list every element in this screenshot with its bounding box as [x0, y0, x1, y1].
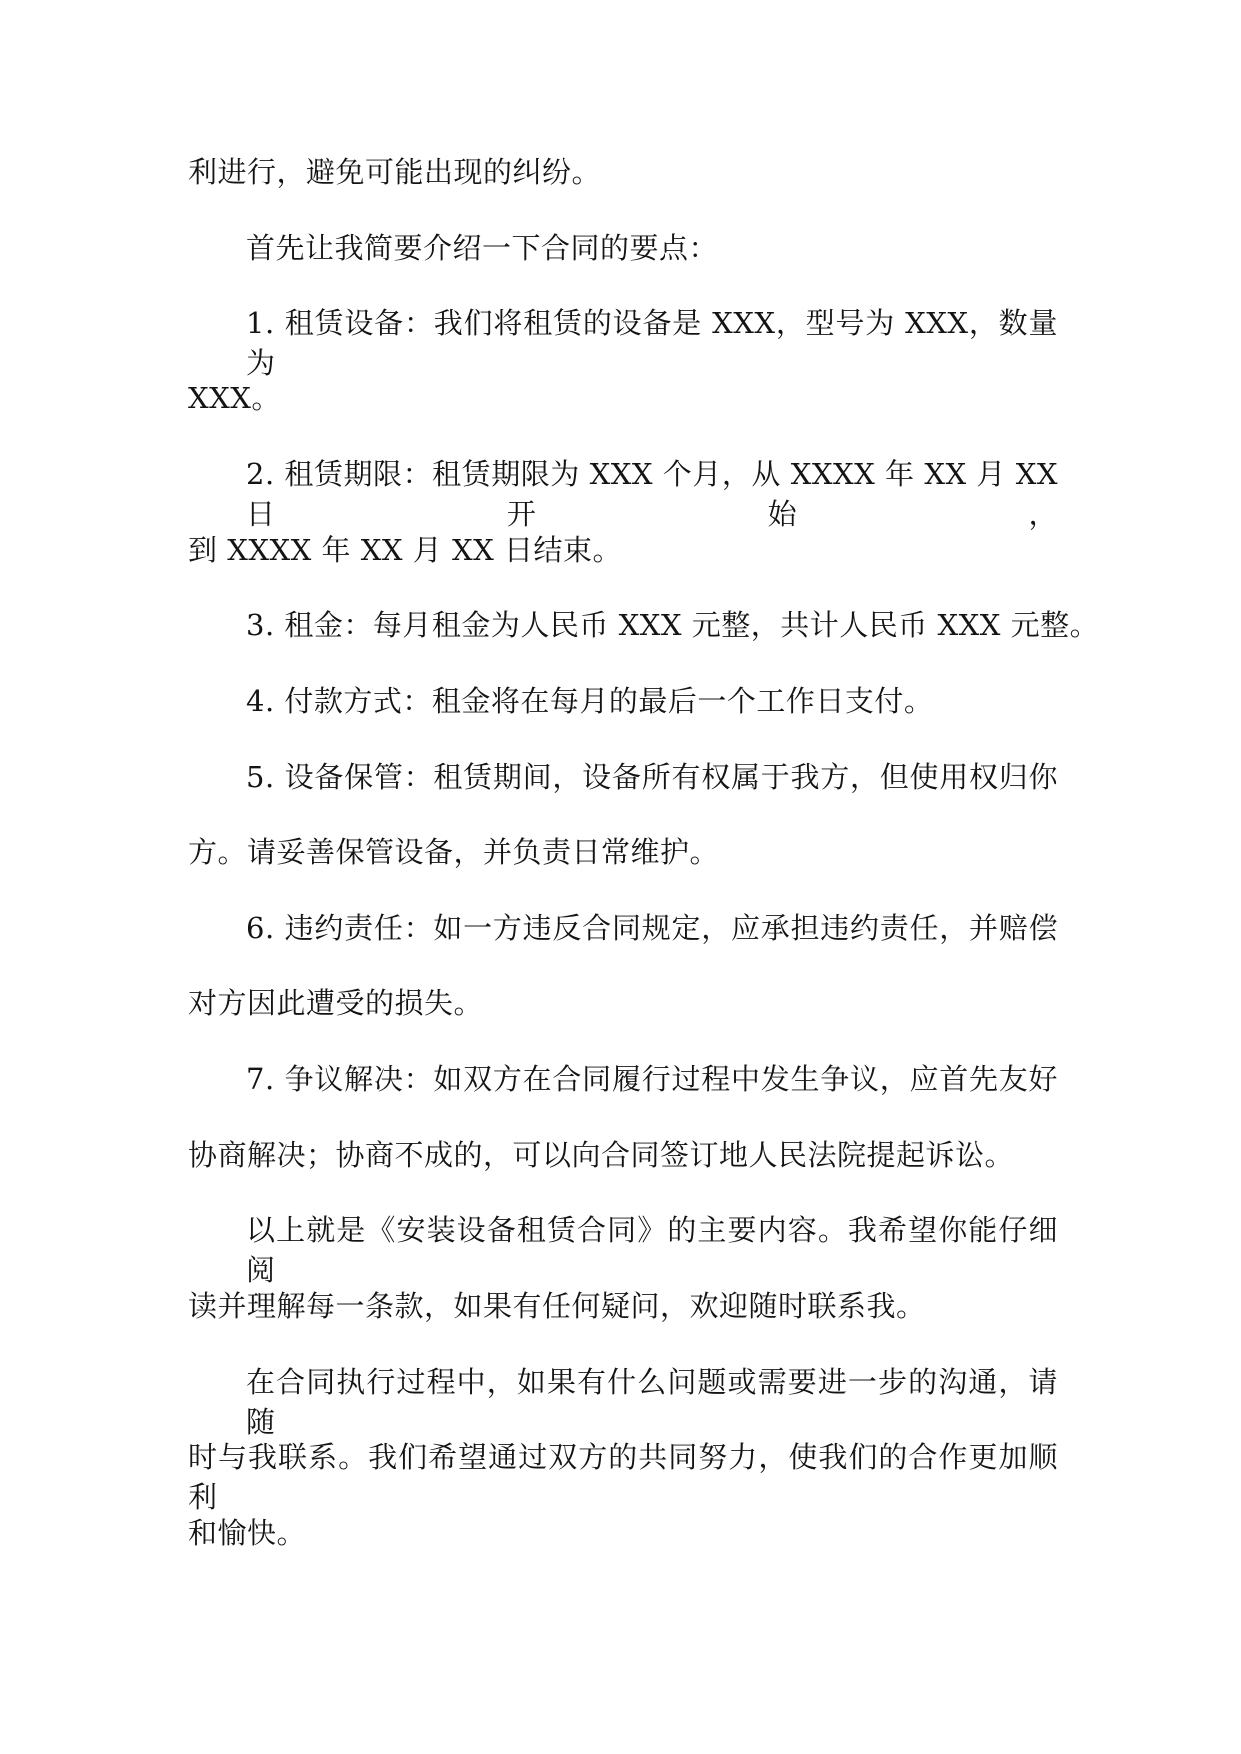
text-line: 利进行，避免可能出现的纠纷。 — [188, 155, 602, 189]
list-item-5: 5. 设备保管：租赁期间，设备所有权属于我方，但使用权归你 — [246, 760, 1058, 794]
text-line: 协商解决；协商不成的，可以向合同签订地人民法院提起诉讼。 — [188, 1138, 1015, 1172]
paragraph-line: 在合同执行过程中，如果有什么问题或需要进一步的沟通，请随 — [246, 1365, 1058, 1439]
text-line: 首先让我简要介绍一下合同的要点： — [246, 231, 719, 265]
text-line: 和愉快。 — [188, 1516, 307, 1550]
list-item-1: 1. 租赁设备：我们将租赁的设备是 XXX，型号为 XXX，数量为 — [246, 306, 1058, 380]
list-item-2: 2. 租赁期限：租赁期限为 XXX 个月，从 XXXX 年 XX 月 XX 日开始， — [246, 457, 1058, 531]
list-item-7: 7. 争议解决：如双方在合同履行过程中发生争议，应首先友好 — [246, 1062, 1058, 1096]
text-line: 对方因此遭受的损失。 — [188, 986, 484, 1020]
text-line: 方。请妥善保管设备，并负责日常维护。 — [188, 835, 720, 869]
list-item-4: 4. 付款方式：租金将在每月的最后一个工作日支付。 — [246, 684, 934, 718]
text-line: 到 XXXX 年 XX 月 XX 日结束。 — [188, 533, 622, 567]
text-line: XXX。 — [188, 381, 281, 415]
text-line: 时与我联系。我们希望通过双方的共同努力，使我们的合作更加顺利 — [188, 1440, 1058, 1514]
list-item-3: 3. 租金：每月租金为人民币 XXX 元整，共计人民币 XXX 元整。 — [246, 608, 1100, 642]
paragraph-line: 以上就是《安装设备租赁合同》的主要内容。我希望你能仔细阅 — [246, 1213, 1058, 1287]
text-line: 读并理解每一条款，如果有任何疑问，欢迎随时联系我。 — [188, 1289, 926, 1323]
list-item-6: 6. 违约责任：如一方违反合同规定，应承担违约责任，并赔偿 — [246, 911, 1058, 945]
